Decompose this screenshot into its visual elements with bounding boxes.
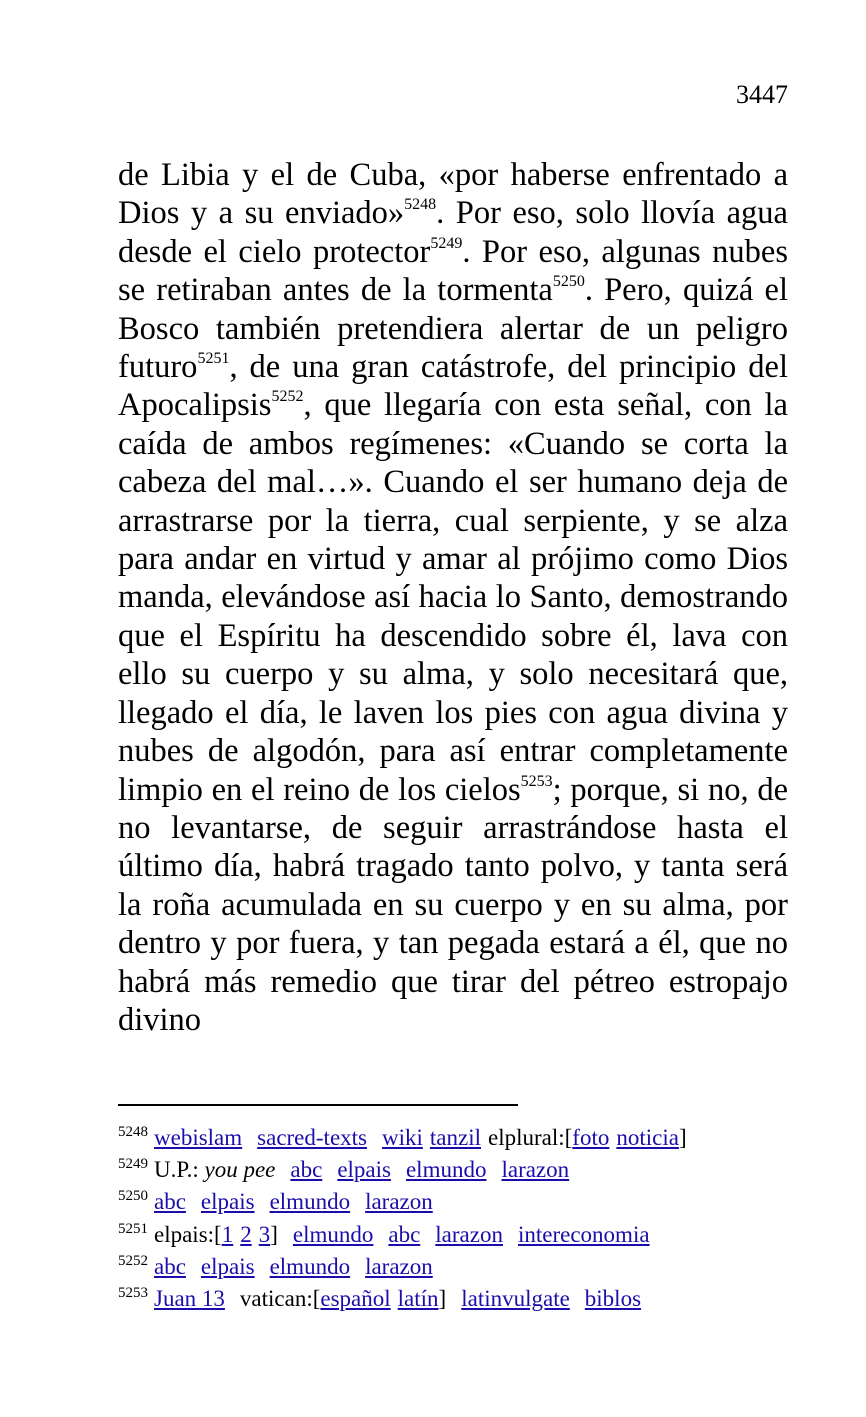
page-number: 3447 xyxy=(736,80,788,109)
link-elpais[interactable]: elpais xyxy=(200,1253,255,1279)
footnote-number: 5249 xyxy=(118,1156,148,1173)
footnote-number: 5248 xyxy=(118,1124,148,1140)
link-elmundo[interactable]: elmundo xyxy=(292,1221,374,1247)
link-larazon[interactable]: larazon xyxy=(501,1157,570,1183)
footnote-number: 5251 xyxy=(118,1220,148,1237)
link-biblos[interactable]: biblos xyxy=(584,1286,642,1312)
footnote-ref-5253[interactable]: 5253 xyxy=(520,772,553,790)
body-paragraph: de Libia y el de Cuba, «por haberse enfrentado a Dios y a su enviado»$^{5248}$. Por eso, solo llovía agua desde el cielo protector$^{5249}$. Por eso, algunas nubes se retiraban antes de la tormenta$^{5250}$. Pero, quizá el Bosco también pretendiera alertar de un peligro futuro$^{5251}$, de una gran catástrofe, del principio del Apocalipsis$^{5252}$, que llegaría con esta señal, con la caída de ambos regímenes: «Cuando se corta la cabeza del mal…». Cuando el ser humano deja de arrastrarse por la tierra, cual serpiente, y se alza para andar en virtud y amar al prójimo como Dios manda, elevándose así hacia lo Santo, demostrando que el Espíritu ha descendido sobre él, lava con ello su cuerpo y su alma, y solo necesitará que, llegado el día, le laven los pies con agua divina y nubes de algodón, para así entrar completamente limpio en el reino de los cielos$^{5253}$; porque, si no, de no levantarse, de seguir arrastrándose hasta el último día, habrá tragado tanto polvo, y tanta será la roña acumulada en su cuerpo y en su alma, por dentro y por fuera, y tan pegada estará a él, que no habrá más remedio que tirar del pétreo estropajo divino xyxy=(118,157,788,1038)
link-abc[interactable]: abc xyxy=(388,1221,421,1247)
link-latinvulgate[interactable]: latinvulgate xyxy=(461,1286,570,1312)
link-juan-13[interactable]: Juan 13 xyxy=(154,1286,225,1312)
link-elmundo[interactable]: elmundo xyxy=(405,1157,487,1183)
footnote-ref-5248[interactable]: 5248 xyxy=(404,196,437,214)
footnote-5253 xyxy=(118,1283,818,1315)
footnote-ref-5252[interactable]: 5252 xyxy=(271,388,304,406)
footnote-number: 5253 xyxy=(118,1285,148,1302)
link-elpais-2[interactable]: 2 xyxy=(240,1221,252,1247)
bracket-close: ] xyxy=(270,1221,278,1247)
link-elpais-1[interactable]: 1 xyxy=(221,1221,234,1247)
footnote-5249 xyxy=(118,1154,818,1186)
footnote-ref-5250[interactable]: 5250 xyxy=(552,273,585,291)
footnote-ref-5251[interactable]: 5251 xyxy=(197,350,230,368)
link-elmundo[interactable]: elmundo xyxy=(269,1253,351,1279)
bracket-close: ] xyxy=(438,1286,447,1312)
footnote-5250 xyxy=(118,1186,818,1218)
link-espanol[interactable]: español xyxy=(320,1286,391,1312)
link-larazon[interactable]: larazon xyxy=(365,1253,433,1279)
link-tanzil[interactable]: tanzil xyxy=(429,1125,481,1150)
link-elmundo[interactable]: elmundo xyxy=(269,1189,351,1215)
link-larazon[interactable]: larazon xyxy=(435,1221,503,1247)
footnote-ref-5249[interactable]: 5249 xyxy=(430,234,463,252)
bracket-close: ] xyxy=(678,1125,687,1150)
source-label: elplural:[ xyxy=(487,1125,573,1150)
link-sacred-texts[interactable]: sacred-texts xyxy=(257,1125,367,1150)
link-latin[interactable]: latín xyxy=(397,1286,439,1312)
footnote-5252 xyxy=(118,1251,818,1283)
link-foto[interactable]: foto xyxy=(572,1125,610,1150)
link-abc[interactable]: abc xyxy=(154,1253,186,1279)
source-label: elpais:[ xyxy=(154,1221,222,1247)
footnote-number: 5252 xyxy=(118,1252,148,1269)
footnotes xyxy=(118,1122,818,1315)
link-abc[interactable]: abc xyxy=(290,1157,323,1183)
link-wiki[interactable]: wiki xyxy=(382,1125,423,1150)
link-elpais[interactable]: elpais xyxy=(337,1157,391,1183)
link-elpais[interactable]: elpais xyxy=(200,1189,255,1215)
link-intereconomia[interactable]: intereconomia xyxy=(517,1221,650,1247)
note-label: U.P.: xyxy=(154,1157,205,1183)
note-italic-text: you pee xyxy=(204,1157,276,1183)
footnote-5251 xyxy=(118,1219,818,1251)
footnote-separator xyxy=(118,1104,518,1106)
footnote-5248 xyxy=(118,1122,818,1154)
link-elpais-3[interactable]: 3 xyxy=(258,1221,271,1247)
link-noticia[interactable]: noticia xyxy=(616,1125,679,1150)
link-larazon[interactable]: larazon xyxy=(365,1189,433,1215)
link-abc[interactable]: abc xyxy=(154,1189,186,1215)
link-webislam[interactable]: webislam xyxy=(154,1125,243,1150)
source-label: vatican:[ xyxy=(239,1286,321,1312)
footnote-number: 5250 xyxy=(118,1188,148,1205)
